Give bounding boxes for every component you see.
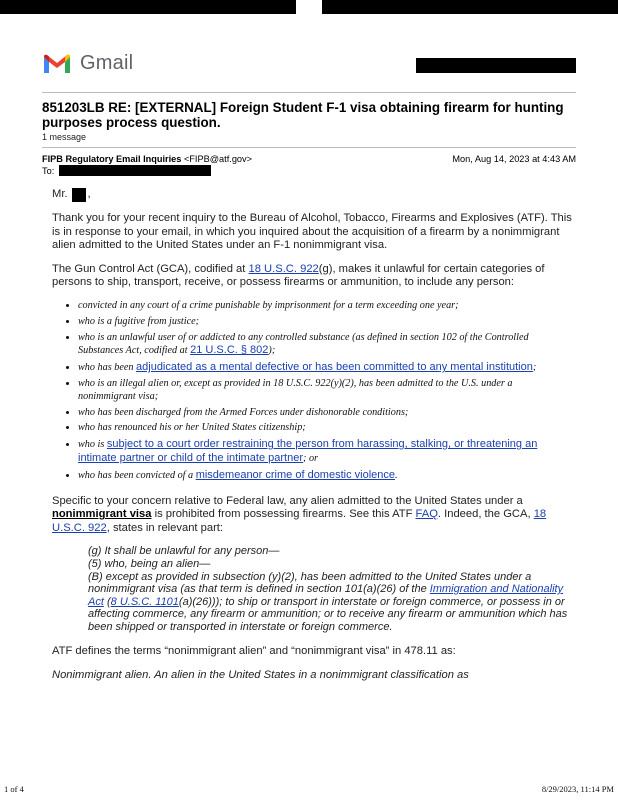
redaction-name: [72, 188, 86, 202]
email-date: Mon, Aug 14, 2023 at 4:43 AM: [452, 154, 576, 164]
p2-text-b: (g), makes it unlawful for certain categories of persons to ship, transport, receive, or possess firearms or ammunition, to include any person:: [52, 262, 545, 289]
quote-text: (a)(26))); to ship or transport in interstate or foreign commerce, or possess in or affecting commerce, any firearm or ammunition; or to receive any firearm or ammunition which has been shipped or transported in interstate or foreign commerce.: [88, 595, 568, 633]
statute-quote: [88, 545, 572, 633]
list-text: who is: [78, 439, 107, 451]
divider-header: [42, 147, 576, 148]
quote-text: (: [103, 595, 111, 608]
message-count: 1 message: [42, 132, 87, 142]
to-label: To:: [42, 165, 55, 176]
link-8usc1101[interactable]: 8 U.S.C. 1101: [110, 595, 179, 608]
redaction-bar-top-right: [322, 0, 618, 14]
p3-text-d: , states in relevant part:: [106, 521, 224, 534]
p2-text-a: The Gun Control Act (GCA), codified at: [52, 262, 249, 275]
list-text: );: [268, 345, 276, 357]
list-item: [78, 361, 572, 375]
p3-text-c: . Indeed, the GCA,: [437, 508, 534, 521]
page-number: 1 of 4: [4, 784, 24, 794]
quote-line: (g) It shall be unlawful for any person—: [88, 545, 280, 558]
list-item: • convicted in any court of a crime punishable by imprisonment for a term exceeding one year;: [78, 300, 572, 313]
redaction-header-account: [416, 58, 576, 73]
link-18usc922[interactable]: 18 U.S.C. 922: [248, 262, 319, 275]
list-text: who is an unlawful user of or addicted to any controlled substance (as defined in section 102 of the Controlled Substances Act, codified at: [78, 331, 529, 357]
list-item: [78, 332, 572, 359]
salutation: [52, 188, 572, 202]
p3-text-a: Specific to your concern relative to Federal law, any alien admitted to the United States under a: [52, 494, 523, 507]
list-text: who has been: [78, 362, 137, 374]
nonimmigrant-visa-term: nonimmigrant visa: [52, 508, 152, 521]
salutation-text: Mr.: [52, 188, 68, 201]
prohibited-persons-list: [52, 300, 572, 483]
list-item: • who is an illegal alien or, except as provided in 18 U.S.C. 922(y)(2), has been admitted to the U.S. under a nonimmigrant visa;: [78, 378, 572, 404]
list-item: • who has renounced his or her United States citizenship;: [78, 422, 572, 435]
paragraph-gca: [52, 263, 572, 290]
link-18usc922-b[interactable]: 18 U.S.C. 922: [52, 508, 547, 534]
paragraph-definitions: ATF defines the terms “nonimmigrant alien” and “nonimmigrant visa” in 478.11 as:: [52, 645, 456, 658]
gmail-logo-icon: [42, 53, 72, 75]
list-item: • who is a fugitive from justice;: [78, 316, 572, 329]
list-item: • who has been discharged from the Armed Forces under dishonorable conditions;: [78, 407, 572, 420]
email-body: [52, 188, 572, 693]
list-text: who has been convicted of a: [78, 469, 196, 481]
recipient-line: [42, 165, 211, 176]
sender: [42, 154, 252, 164]
definition-nonimmigrant-alien: Nonimmigrant alien. An alien in the United States in a nonimmigrant classification as: [52, 669, 469, 682]
link-mental-defective[interactable]: adjudicated as a mental defective or has been committed to any mental institution: [136, 361, 533, 374]
quote-line: (5) who, being an alien—: [88, 557, 211, 570]
gmail-logo: [42, 52, 133, 75]
link-domestic-violence[interactable]: misdemeanor crime of domestic violence: [195, 468, 396, 481]
quote-line: [88, 571, 572, 634]
link-21usc802[interactable]: 21 U.S.C. § 802: [190, 344, 269, 357]
p3-text-b: is prohibited from possessing firearms. See this ATF: [151, 508, 416, 521]
email-subject: 851203LB RE: [EXTERNAL] Foreign Student F-1 visa obtaining firearm for hunting purposes process question.: [42, 100, 564, 130]
salutation-end: ,: [87, 188, 91, 201]
list-text: ; or: [303, 452, 319, 464]
list-item: [78, 469, 572, 483]
link-ina[interactable]: Immigration and Nationality Act: [88, 583, 564, 608]
sender-email: <FIPB@atf.gov>: [183, 154, 252, 164]
divider-top: [42, 92, 576, 93]
redaction-recipient: [59, 165, 211, 176]
sender-name: FIPB Regulatory Email Inquiries: [42, 154, 182, 164]
redaction-bar-top-left: [0, 0, 296, 14]
print-date: 8/29/2023, 11:14 PM: [541, 784, 614, 794]
link-faq[interactable]: FAQ: [415, 508, 438, 521]
list-text: .: [395, 469, 398, 481]
paragraph-nonimmigrant: [52, 495, 572, 536]
list-item: [78, 438, 572, 466]
quote-text: (B) except as provided in subsection (y)(2), has been admitted to the United States under a nonimmigrant visa (as that term is defined in section 101(a)(26) of the: [88, 570, 532, 596]
list-text: ;: [532, 362, 537, 374]
app-name: Gmail: [80, 52, 134, 74]
paragraph-intro: Thank you for your recent inquiry to the Bureau of Alcohol, Tobacco, Firearms and Explosives (ATF). This is in response to your email, in which you inquired about the acquisition of a firearm by a nonimmigrant alien admitted to the United States under an F-1 nonimmigrant visa.: [52, 212, 572, 252]
link-court-order[interactable]: subject to a court order restraining the person from harassing, stalking, or threatening an intimate partner or child of the intimate partner: [78, 438, 538, 464]
